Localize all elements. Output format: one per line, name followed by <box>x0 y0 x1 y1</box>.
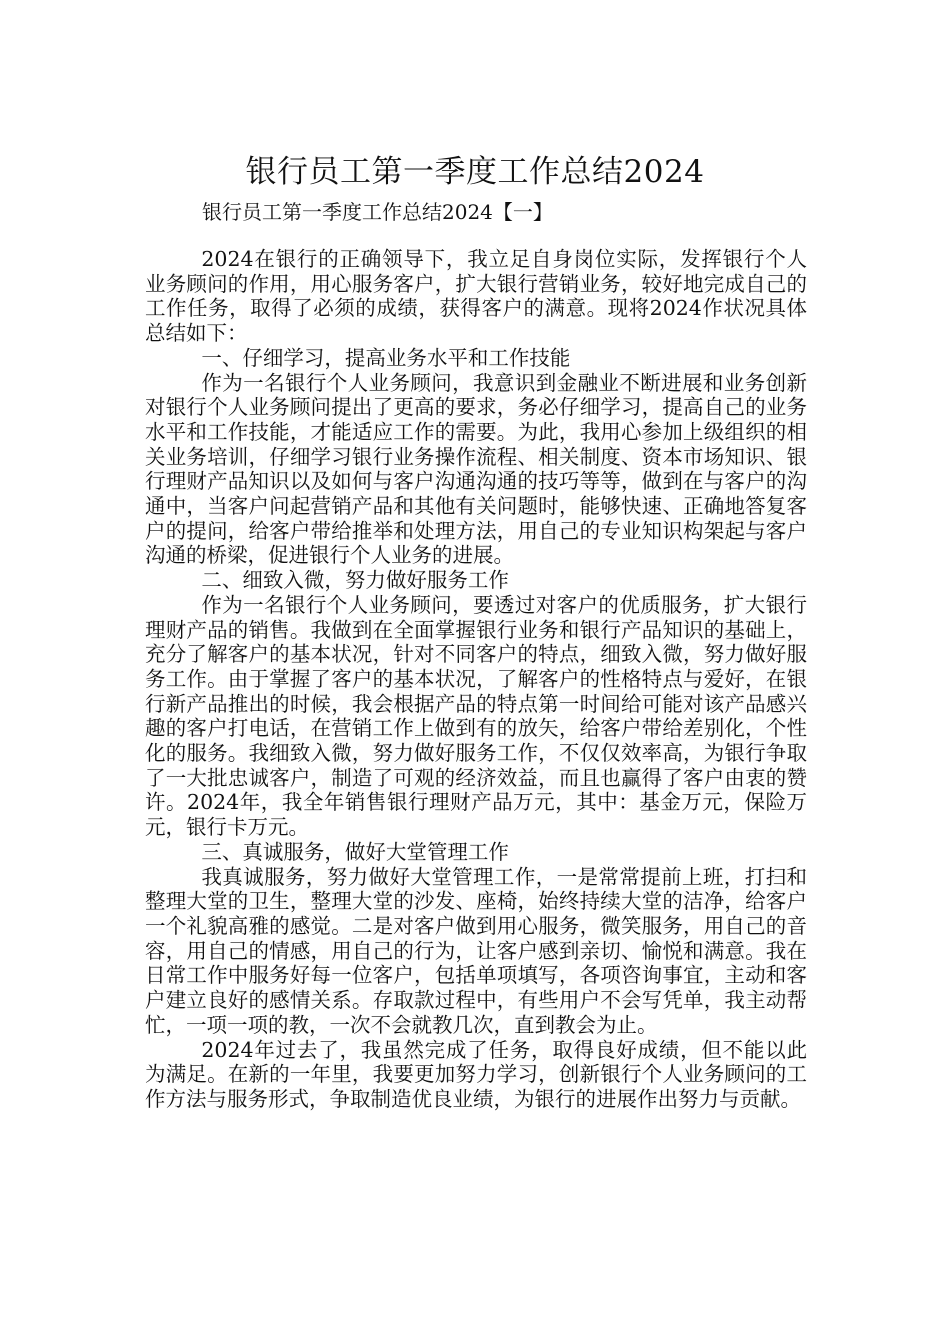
document-body <box>145 247 807 1112</box>
conclusion-paragraph: 2024年过去了，我虽然完成了任务，取得良好成绩，但不能以此为满足。在新的一年里，我要更加努力学习，创新银行个人业务顾问的工作方法与服务形式，争取制造优良业绩，为银行的进展作出努力与贡献。 <box>145 1037 807 1111</box>
section-2-heading: 二、细致入微，努力做好服务工作 <box>201 568 509 593</box>
section-1-heading: 一、仔细学习，提高业务水平和工作技能 <box>201 345 571 370</box>
section-3-heading: 三、真诚服务，做好大堂管理工作 <box>201 839 509 864</box>
section-1-paragraph: 作为一名银行个人业务顾问，我意识到金融业不断进展和业务创新对银行个人业务顾问提出了更高的要求，务必仔细学习，提高自己的业务水平和工作技能，才能适应工作的需要。为此，我用心参加上级组织的相关业务培训，仔细学习银行业务操作流程、相关制度、资本市场知识、银行理财产品知识以及如何与客户沟通沟通的技巧等等，做到在与客户的沟通中，当客户问起营销产品和其他有关问题时，能够快速、正确地答复客户的提问，给客户带给推举和处理方法，用自己的专业知识构架起与客户沟通的桥梁，促进银行个人业务的进展。 <box>145 370 807 568</box>
document-subtitle: 银行员工第一季度工作总结2024【一】 <box>202 200 553 224</box>
section-3-paragraph: 我真诚服务，努力做好大堂管理工作，一是常常提前上班，打扫和整理大堂的卫生，整理大堂的沙发、座椅，始终持续大堂的洁净，给客户一个礼貌高雅的感觉。二是对客户做到用心服务，微笑服务，用自己的音容，用自己的情感，用自己的行为，让客户感到亲切、愉悦和满意。我在日常工作中服务好每一位客户，包括单项填写，各项咨询事宜，主动和客户建立良好的感情关系。存取款过程中，有些用户不会写凭单，我主动帮忙，一项一项的教，一次不会就教几次，直到教会为止。 <box>145 864 807 1037</box>
page-title: 银行员工第一季度工作总结2024 <box>245 153 705 190</box>
section-2-paragraph: 作为一名银行个人业务顾问，要透过对客户的优质服务，扩大银行理财产品的销售。我做到在全面掌握银行业务和银行产品知识的基础上，充分了解客户的基本状况，针对不同客户的特点，细致入微，努力做好服务工作。由于掌握了客户的基本状况，了解客户的性格特点与爱好，在银行新产品推出的时候，我会根据产品的特点第一时间给可能对该产品感兴趣的客户打电话，在营销工作上做到有的放矢，给客户带给差别化，个性化的服务。我细致入微，努力做好服务工作，不仅仅效率高，为银行争取了一大批忠诚客户，制造了可观的经济效益，而且也赢得了客户由衷的赞许。2024年，我全年销售银行理财产品万元，其中：基金万元，保险万元，银行卡万元。 <box>145 592 807 840</box>
intro-paragraph: 2024在银行的正确领导下，我立足自身岗位实际，发挥银行个人业务顾问的作用，用心服务客户，扩大银行营销业务，较好地完成自己的工作任务，取得了必须的成绩，获得客户的满意。现将2024作状况具体总结如下： <box>145 247 807 346</box>
